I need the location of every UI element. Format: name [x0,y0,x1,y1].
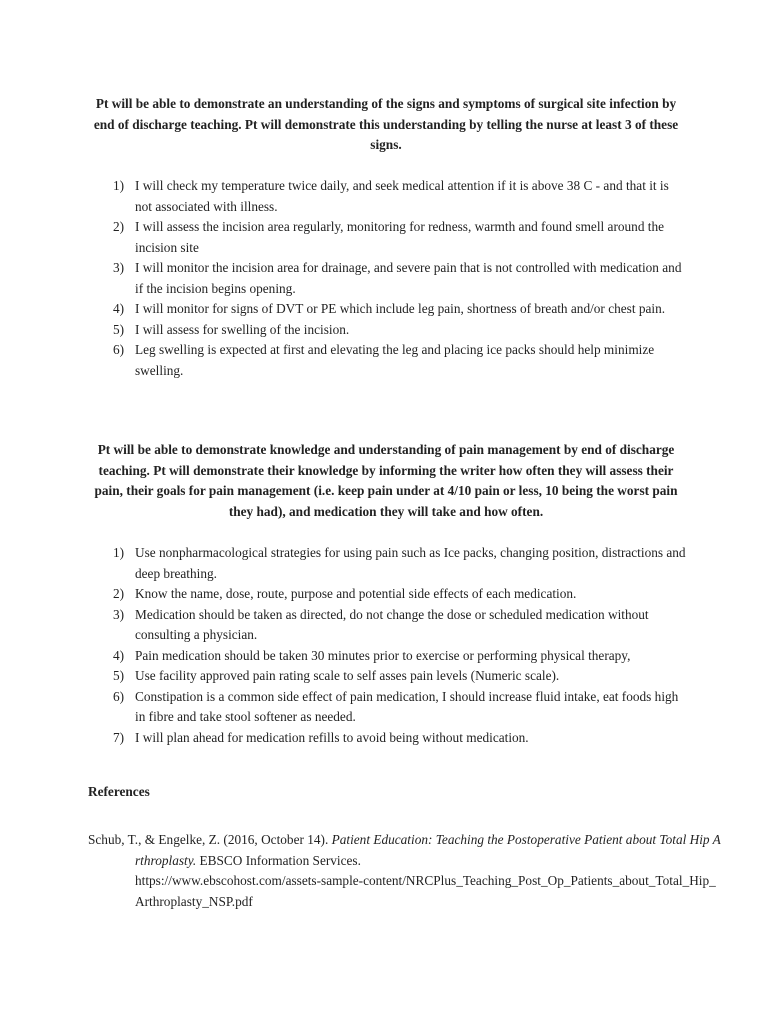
list-number: 4) [113,647,125,663]
list-number: 2) [113,586,125,601]
reference-publisher: EBSCO Information Services. [196,852,361,868]
list-item [88,217,688,258]
list-text: Use facility approved pain rating scale to self asses pain levels (Numeric scale). [135,668,560,683]
references-heading: References [88,784,150,799]
list-item [88,320,688,341]
reference-url: https://www.ebscohost.com/assets-sample-content/NRCPlus_Teaching_Post_Op_Patients_about_Total_Hip_Arthroplasty_NSP.pdf [135,873,716,909]
reference-authors: Schub, T., & Engelke, Z. (2016, October 14). [88,832,332,847]
goal-heading-infection: Pt will be able to demonstrate an understanding of the signs and symptoms of surgical site infection by end of discharge teaching. Pt will demonstrate this understanding by telling the nurse at least 3 of these signs. [93,96,679,152]
reference-entry [88,830,725,912]
list-item [88,728,688,749]
list-text: I will plan ahead for medication refills to avoid being without medication. [135,729,529,745]
list-text: Constipation is a common side effect of pain medication, I should increase fluid intake, eat foods high in fibre and take stool softener as needed. [135,688,679,724]
list-text: Know the name, dose, route, purpose and potential side effects of each medication. [135,586,577,601]
list-text: I will check my temperature twice daily, and seek medical attention if it is above 38 C - and that it is not associated with illness. [135,178,669,214]
list-text: Medication should be taken as directed, do not change the dose or scheduled medication without consulting a physician. [135,606,649,642]
list-item [88,584,688,605]
list-text: I will assess the incision area regularly, monitoring for redness, warmth and found smell around the incision site [135,219,665,255]
list-item [88,666,688,687]
list-item [88,687,688,728]
list-number: 3) [113,260,125,275]
list-number: 1) [113,178,125,193]
list-item [88,176,688,217]
infection-signs-list [88,176,688,381]
list-text: Pain medication should be taken 30 minutes prior to exercise or performing physical therapy, [135,647,631,663]
list-number: 7) [113,729,125,745]
list-item [88,646,688,667]
pain-management-list [88,543,688,748]
goal-heading-pain-management: Pt will be able to demonstrate knowledge and understanding of pain management by end of discharge teaching. Pt will demonstrate their knowledge by informing the writer how often they will assess their pain, their goals for pain management (i.e. keep pain under at 4/10 pain or less, 10 being the worst pain they had), and medication they will take and how often. [94,442,678,519]
list-text: I will assess for swelling of the incision. [135,321,350,337]
list-item [88,299,688,320]
list-number: 3) [113,606,125,622]
reference-title: Patient Education: Teaching the Postoperative Patient about Total Hip Arthroplasty. [135,832,721,868]
list-number: 6) [113,688,125,704]
list-number: 6) [113,342,125,357]
list-number: 1) [113,545,125,560]
list-item [88,605,688,646]
list-item [88,258,688,299]
list-number: 2) [113,219,125,234]
list-item [88,340,688,381]
list-number: 4) [113,301,125,316]
list-text: I will monitor the incision area for drainage, and severe pain that is not controlled with medication and if the incision begins opening. [135,260,682,296]
list-item [88,543,688,584]
list-number: 5) [113,668,125,683]
list-text: Use nonpharmacological strategies for using pain such as Ice packs, changing position, distractions and deep breathing. [135,545,686,581]
list-number: 5) [113,321,125,337]
list-text: I will monitor for signs of DVT or PE which include leg pain, shortness of breath and/or chest pain. [135,301,666,316]
list-text: Leg swelling is expected at first and elevating the leg and placing ice packs should help minimize swelling. [135,342,655,378]
